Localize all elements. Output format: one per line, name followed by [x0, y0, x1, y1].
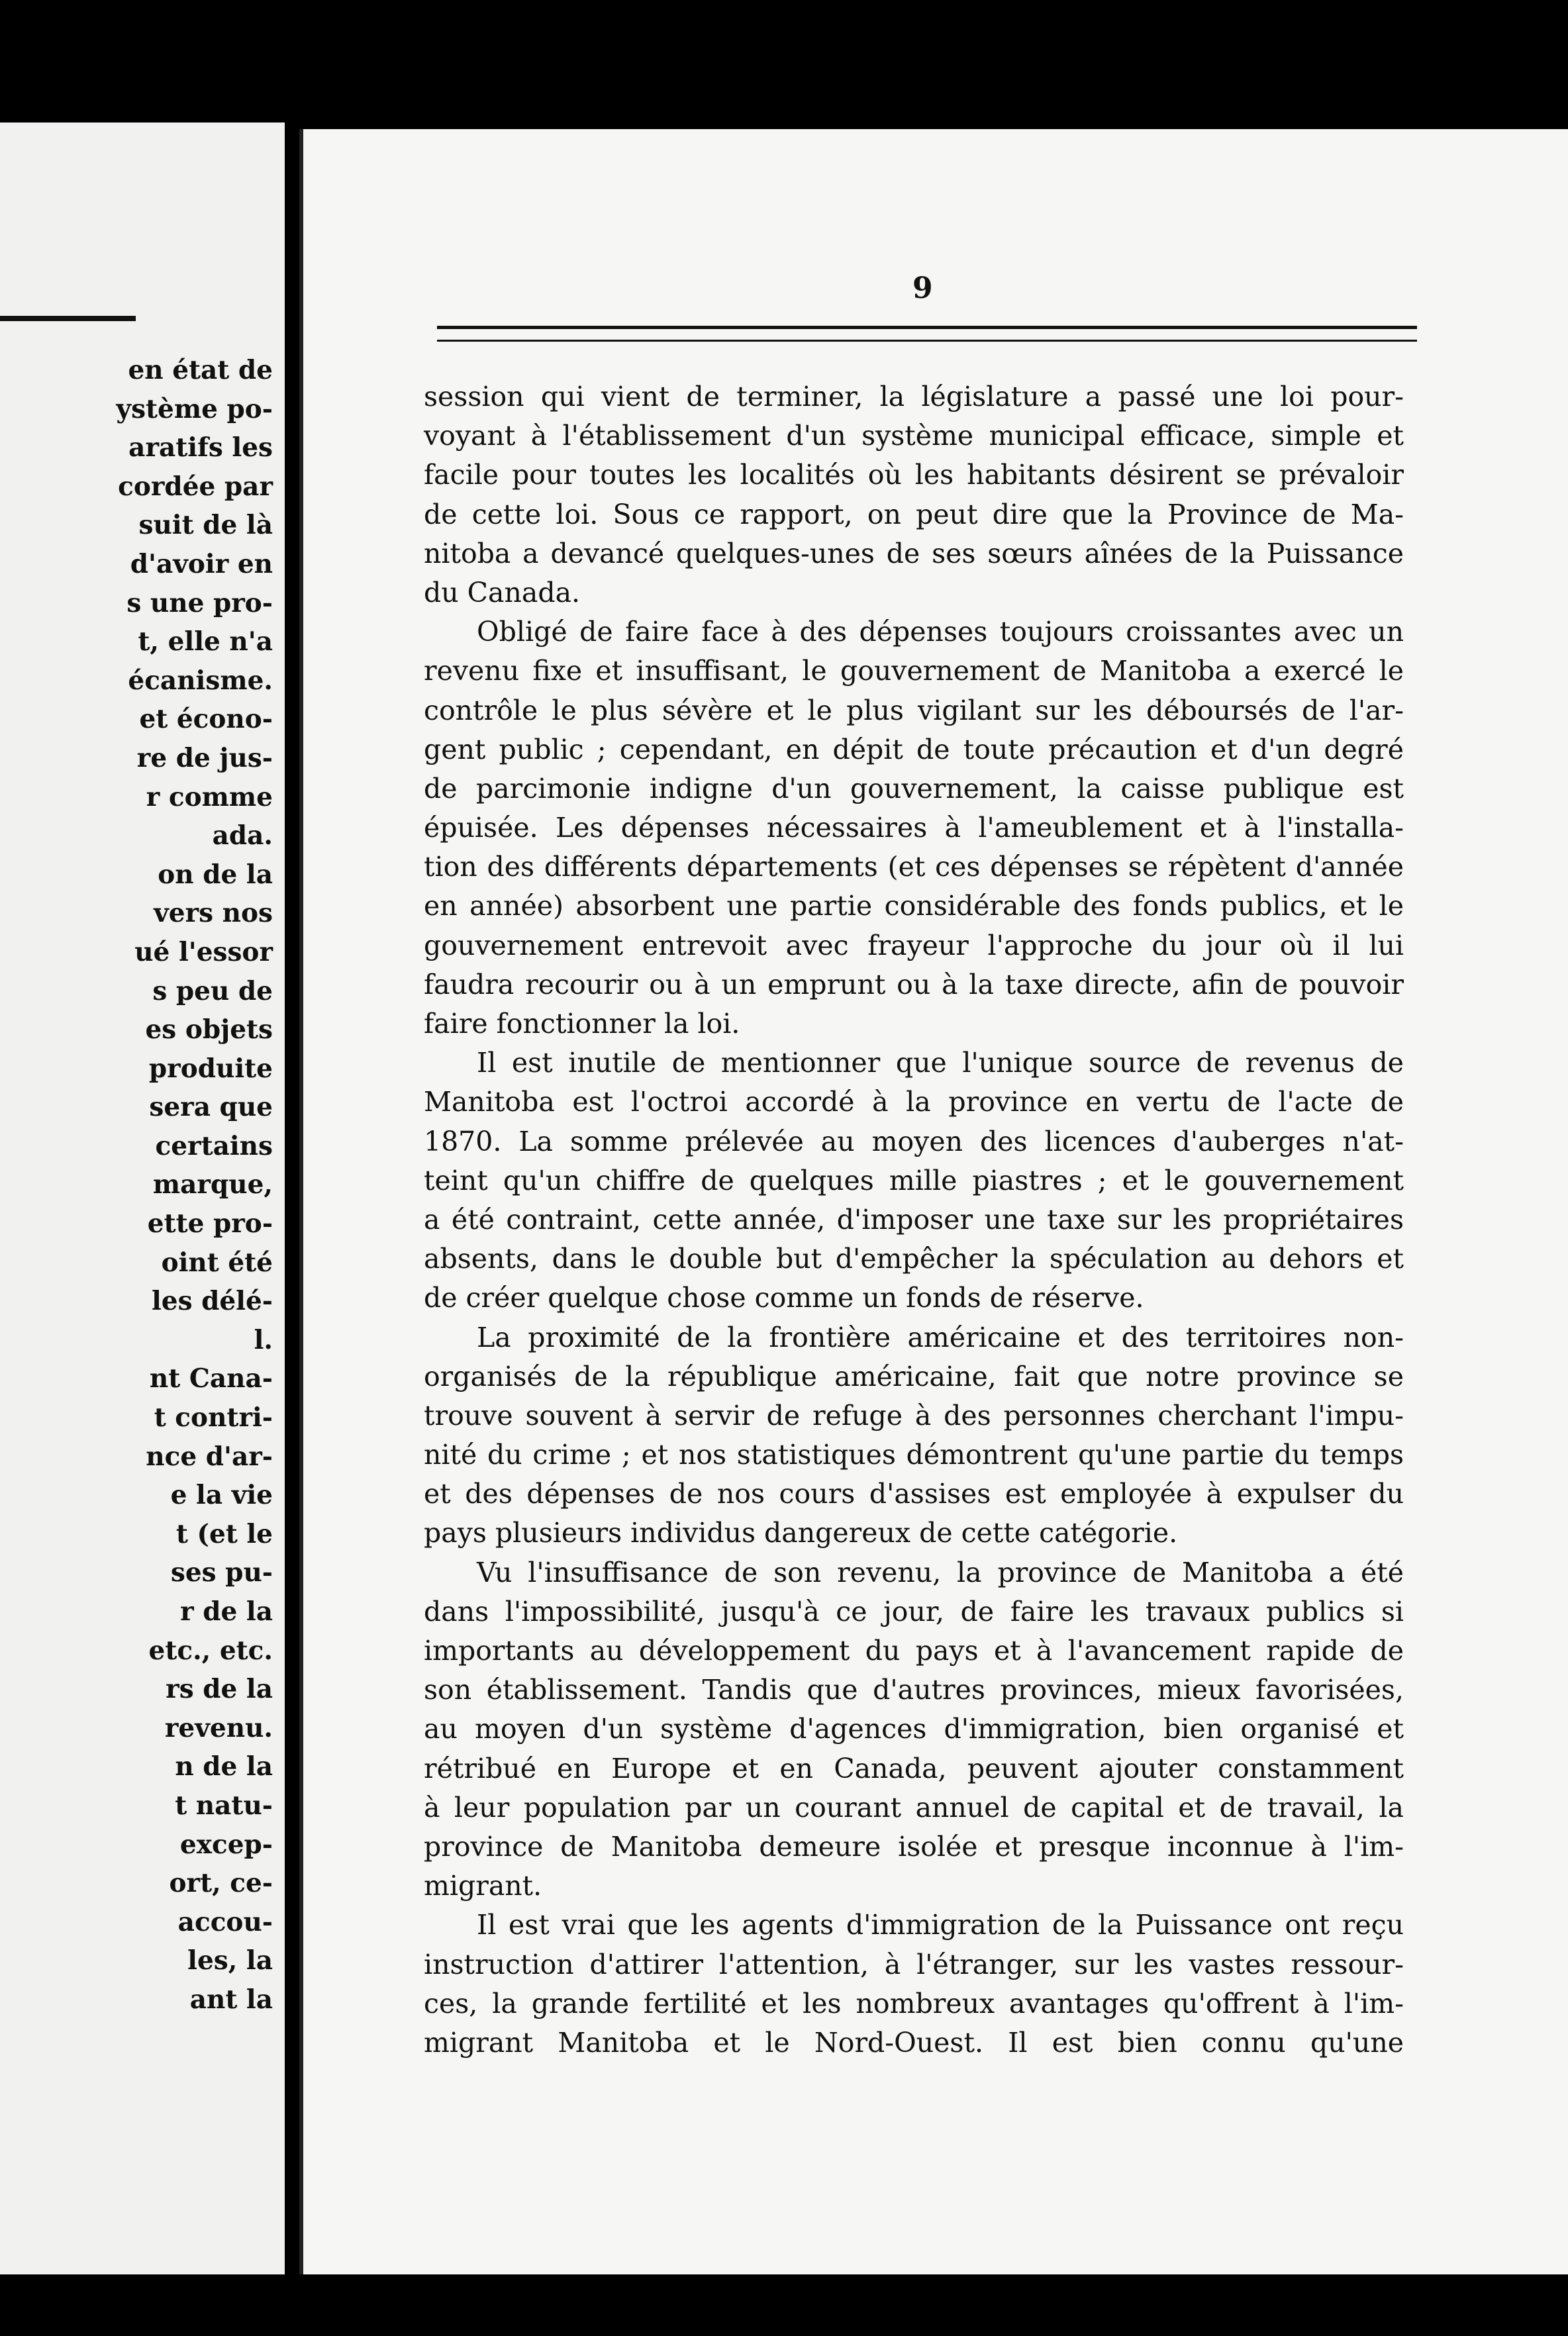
- left-text-line: accou-: [177, 1906, 273, 1937]
- left-text-line: ystème po-: [116, 393, 273, 424]
- paragraph: [424, 612, 1404, 1044]
- text-line: migrant.: [424, 1870, 542, 1902]
- left-text-line: ort, ce-: [169, 1868, 273, 1899]
- text-line: La proximité de la frontière américaine et des territoires non-: [477, 1321, 1404, 1353]
- text-line: contrôle le plus sévère et le plus vigilant sur les déboursés de l'ar-: [424, 694, 1404, 726]
- page-number: 9: [912, 271, 933, 305]
- text-line: Vu l'insuffisance de son revenu, la province de Manitoba a été: [477, 1556, 1404, 1588]
- body-text: [424, 377, 1404, 2063]
- left-text-line: s une pro-: [126, 587, 273, 618]
- text-line: nité du crime ; et nos statistiques démontrent qu'une partie du temps: [424, 1439, 1404, 1471]
- left-text-line: es objets: [145, 1014, 273, 1046]
- left-text-line: d'avoir en: [130, 548, 273, 579]
- text-line: Il est vrai que les agents d'immigration de la Puissance ont reçu: [477, 1909, 1404, 1941]
- text-line: tion des différents départements (et ces dépenses se répètent d'année: [424, 851, 1404, 883]
- text-line: Manitoba est l'octroi accordé à la province en vertu de l'acte de: [424, 1086, 1404, 1118]
- left-text-line: re de jus-: [136, 742, 273, 773]
- text-line: gent public ; cependant, en dépit de toute précaution et d'un degré: [424, 733, 1404, 765]
- left-text-line: sera que: [149, 1092, 273, 1123]
- text-line: et des dépenses de nos cours d'assises est employée à expulser du: [424, 1478, 1404, 1510]
- text-line: rétribué en Europe et en Canada, peuvent ajouter constamment: [424, 1752, 1404, 1784]
- left-text-line: etc., etc.: [148, 1635, 273, 1666]
- text-line: gouvernement entrevoit avec frayeur l'approche du jour où il lui: [424, 929, 1404, 961]
- left-text-line: marque,: [152, 1169, 273, 1200]
- text-line: facile pour toutes les localités où les habitants désirent se prévaloir: [424, 459, 1404, 491]
- left-text-line: suit de là: [138, 510, 273, 541]
- left-text-line: t contri-: [154, 1402, 273, 1434]
- left-text-line: l.: [254, 1324, 273, 1355]
- text-line: ces, la grande fertilité et les nombreux avantages qu'offrent à l'im-: [424, 1987, 1404, 2020]
- header-rule: [437, 326, 1417, 342]
- text-line: trouve souvent à servir de refuge à des personnes cherchant l'impu-: [424, 1399, 1404, 1432]
- text-line: teint qu'un chiffre de quelques mille piastres ; et le gouvernement: [424, 1164, 1404, 1196]
- text-line: du Canada.: [424, 576, 581, 608]
- left-page-text: [8, 351, 273, 2020]
- left-header-rule: [0, 316, 136, 321]
- text-line: absents, dans le double but d'empêcher la spéculation au dehors et: [424, 1243, 1404, 1275]
- text-line: de parcimonie indigne d'un gouvernement, la caisse publique est: [424, 772, 1404, 804]
- text-line: organisés de la république américaine, fait que notre province se: [424, 1360, 1404, 1392]
- text-line: dans l'impossibilité, jusqu'à ce jour, de faire les travaux publics si: [424, 1595, 1404, 1628]
- paragraph: [424, 1318, 1404, 1553]
- paragraph: [424, 1906, 1404, 2063]
- left-text-line: produite: [148, 1053, 273, 1084]
- left-text-line: t natu-: [175, 1790, 273, 1821]
- text-line: revenu fixe et insuffisant, le gouvernement de Manitoba a exercé le: [424, 655, 1404, 687]
- text-line: son établissement. Tandis que d'autres provinces, mieux favorisées,: [424, 1674, 1404, 1706]
- left-text-line: en état de: [128, 355, 273, 385]
- text-line: importants au développement du pays et à l'avancement rapide de: [424, 1635, 1404, 1667]
- text-line: épuisée. Les dépenses nécessaires à l'ameublement et à l'installa-: [424, 812, 1404, 844]
- text-line: pays plusieurs individus dangereux de cette catégorie.: [424, 1517, 1178, 1549]
- left-text-line: t, elle n'a: [138, 626, 273, 657]
- left-text-line: écanisme.: [128, 665, 273, 696]
- left-text-line: cordée par: [118, 471, 273, 502]
- left-text-line: r comme: [146, 781, 273, 812]
- text-line: 1870. La somme prélevée au moyen des licences d'auberges n'at-: [424, 1125, 1404, 1157]
- left-text-line: e la vie: [170, 1480, 273, 1511]
- text-line: en année) absorbent une partie considérable des fonds publics, et le: [424, 890, 1404, 922]
- left-text-line: s peu de: [152, 975, 273, 1006]
- left-text-line: on de la: [158, 859, 273, 890]
- text-line: faudra recourir ou à un emprunt ou à la taxe directe, afin de pouvoir: [424, 968, 1404, 1000]
- text-line: instruction d'attirer l'attention, à l'étranger, sur les vastes ressour-: [424, 1948, 1404, 1980]
- left-text-line: rs de la: [166, 1674, 273, 1705]
- text-line: Il est inutile de mentionner que l'unique source de revenus de: [477, 1047, 1404, 1079]
- text-line: au moyen d'un système d'agences d'immigration, bien organisé et: [424, 1713, 1404, 1745]
- left-text-line: oint été: [161, 1247, 273, 1278]
- paragraph: [424, 1553, 1404, 1906]
- text-line: à leur population par un courant annuel de capital et de travail, la: [424, 1791, 1404, 1824]
- left-text-line: les, la: [187, 1945, 273, 1976]
- left-text-line: ses pu-: [170, 1557, 273, 1588]
- paragraph: [424, 377, 1404, 612]
- text-line: nitoba a devancé quelques-unes de ses sœurs aînées de la Puissance: [424, 537, 1404, 569]
- text-line: de créer quelque chose comme un fonds de réserve.: [424, 1282, 1144, 1314]
- left-text-line: r de la: [180, 1596, 273, 1627]
- left-text-line: n de la: [175, 1751, 273, 1782]
- text-line: Obligé de faire face à des dépenses toujours croissantes avec un: [477, 616, 1404, 648]
- left-text-line: et écono-: [139, 704, 273, 735]
- text-line: voyant à l'établissement d'un système municipal efficace, simple et: [424, 420, 1404, 452]
- left-text-line: ette pro-: [147, 1208, 273, 1240]
- text-line: session qui vient de terminer, la législature a passé une loi pour-: [424, 381, 1404, 413]
- left-text-line: ada.: [212, 820, 273, 852]
- text-line: de cette loi. Sous ce rapport, on peut dire que la Province de Ma-: [424, 498, 1404, 530]
- left-text-line: t (et le: [175, 1518, 273, 1549]
- text-line: faire fonctionner la loi.: [424, 1008, 740, 1040]
- text-line: migrant Manitoba et le Nord-Ouest. Il est bien connu qu'une: [424, 2026, 1404, 2059]
- left-text-line: nt Cana-: [149, 1363, 273, 1394]
- text-line: province de Manitoba demeure isolée et presque inconnue à l'im-: [424, 1830, 1404, 1863]
- left-text-line: ant la: [189, 1984, 273, 2015]
- left-text-line: vers nos: [154, 898, 273, 929]
- left-page-fragment: [0, 122, 285, 2274]
- left-text-line: nce d'ar-: [146, 1441, 273, 1472]
- left-text-line: ué l'essor: [134, 936, 273, 967]
- left-text-line: aratifs les: [128, 432, 273, 463]
- left-text-line: les délé-: [151, 1286, 273, 1317]
- left-text-line: certains: [155, 1130, 273, 1161]
- text-line: a été contraint, cette année, d'imposer une taxe sur les propriétaires: [424, 1203, 1404, 1236]
- paragraph: [424, 1044, 1404, 1318]
- left-text-line: revenu.: [164, 1712, 273, 1743]
- left-text-line: excep-: [179, 1829, 273, 1860]
